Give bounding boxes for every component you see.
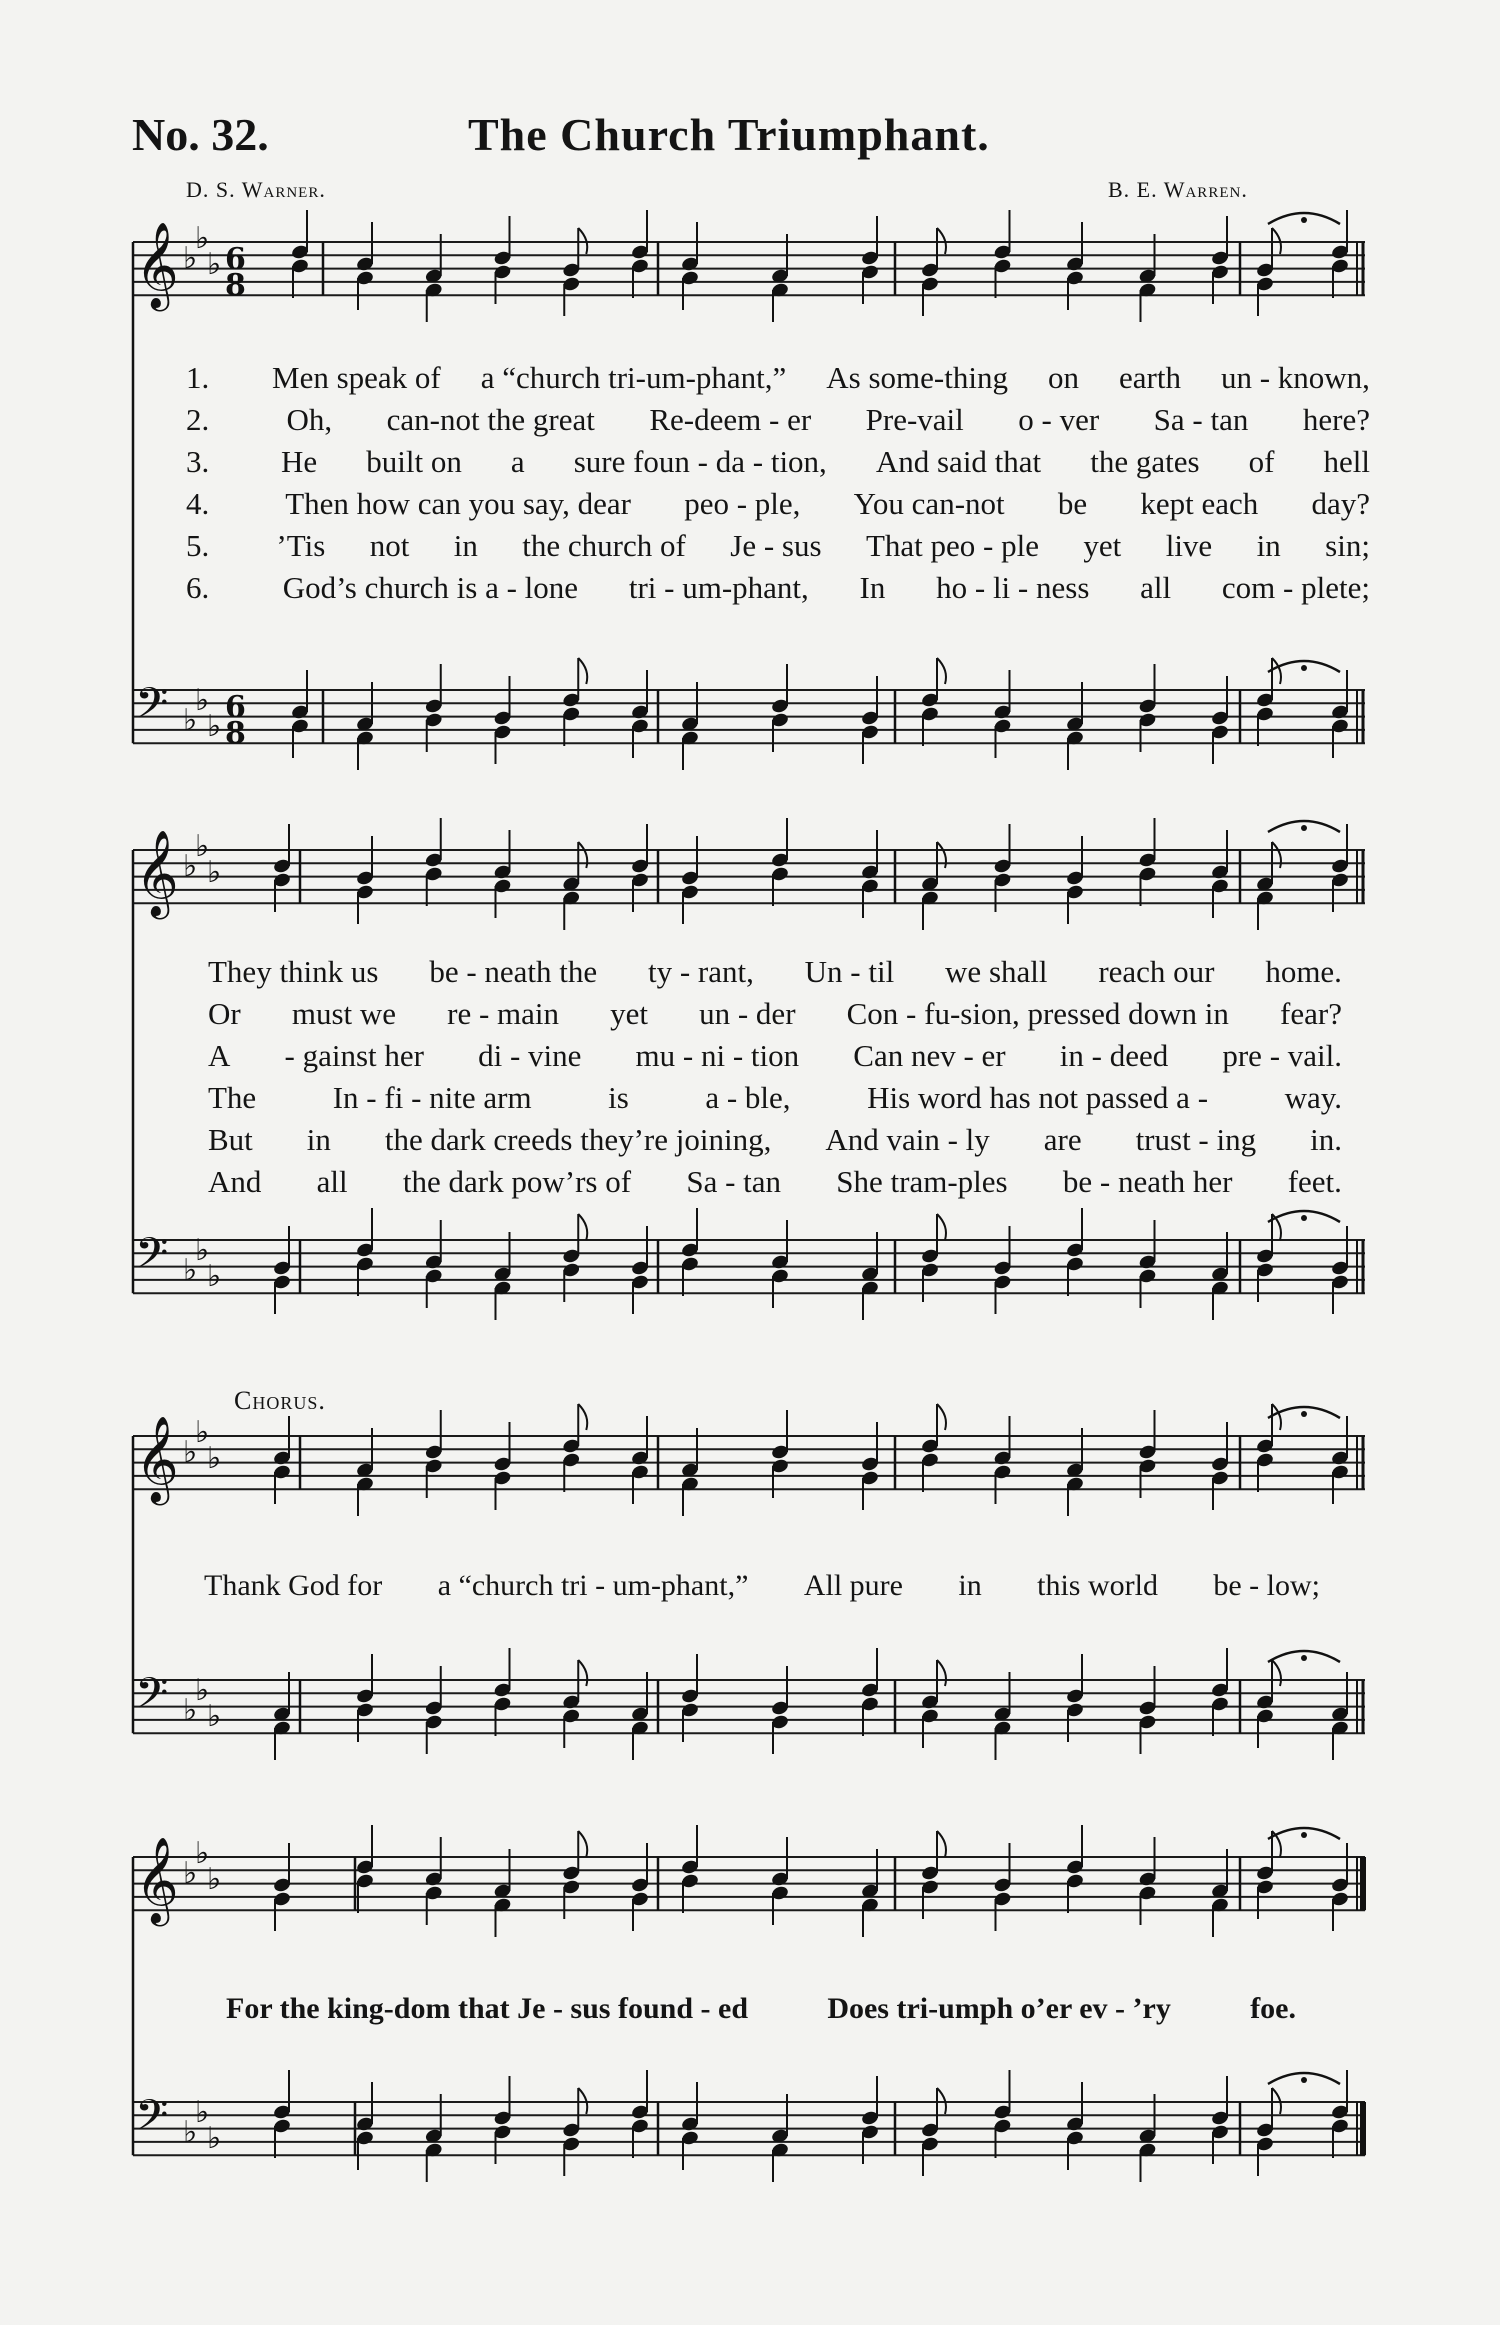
note-flag [578, 1404, 587, 1430]
flat-icon: ♭ [195, 1415, 210, 1450]
bass-clef-icon: 𝄢 [135, 1229, 169, 1289]
lyric-word: peo - ple, [684, 486, 801, 521]
fermata-dot [1301, 825, 1307, 831]
lyric-word: in [306, 1122, 331, 1157]
lyric-word: Does tri-umph o’er ev - ’ry [827, 1992, 1171, 2025]
lyric-word: 5. [186, 528, 210, 563]
treble-clef-icon: 𝄞 [135, 1837, 179, 1923]
lyric-word: be - neath her [1062, 1164, 1233, 1199]
note-flag [578, 1660, 587, 1686]
lyric-word: foe. [1250, 1992, 1296, 2025]
lyric-word: in [958, 1569, 982, 1602]
lyric-word: Then how can you say, dear [285, 486, 631, 521]
lyric-word: the gates [1090, 444, 1200, 479]
lyric-word: can-not the great [386, 402, 595, 437]
time-signature-bottom: 8 [225, 716, 246, 751]
chorus-line-2 [226, 1989, 1296, 2029]
lyric-word: God’s church is a - lone [282, 570, 579, 605]
lyric-word: we shall [945, 954, 1048, 989]
lyric-word: trust - ing [1135, 1122, 1257, 1157]
lyric-word: She tram-ples [836, 1164, 1008, 1199]
lyric-word: a [510, 444, 525, 479]
note-flag [937, 1214, 946, 1240]
flat-icon: ♭ [207, 247, 222, 282]
lyric-word: Or [208, 996, 241, 1031]
lyric-line [208, 1162, 1342, 1202]
fermata-dot [1301, 2077, 1307, 2083]
note-flag [937, 1660, 946, 1686]
lyric-word: in [453, 528, 478, 563]
lyric-word: feet. [1287, 1164, 1342, 1199]
note-flag [1272, 1404, 1281, 1430]
lyric-word: day? [1311, 486, 1370, 521]
lyric-line [208, 952, 1342, 992]
lyric-word: He [281, 444, 318, 479]
flat-icon: ♭ [207, 2121, 222, 2156]
fermata-dot [1301, 1832, 1307, 1838]
lyric-word: Pre-vail [865, 402, 964, 437]
lyric-word: And vain - ly [825, 1122, 990, 1157]
lyric-word: must we [291, 996, 397, 1031]
fermata-dot [1301, 217, 1307, 223]
note-flag [1272, 658, 1281, 684]
lyric-word: His word has not passed a - [867, 1080, 1209, 1115]
lyric-word: Men speak of [272, 360, 441, 395]
lyric-word: Je - sus [730, 528, 822, 563]
lyric-word: on [1047, 360, 1079, 395]
time-signature-bottom: 8 [225, 268, 246, 303]
lyric-word: Re-deem - er [649, 402, 812, 437]
treble-clef-icon: 𝄞 [135, 830, 179, 916]
lyric-word: un - der [699, 996, 796, 1031]
flat-icon: ♭ [183, 1693, 198, 1728]
lyric-word: A [208, 1038, 231, 1073]
flat-icon: ♭ [195, 2095, 210, 2130]
flat-icon: ♭ [207, 1259, 222, 1294]
lyric-word: Oh, [286, 402, 333, 437]
lyric-word: all [1140, 570, 1172, 605]
lyric-word: re - main [447, 996, 560, 1031]
lyric-word: yet [610, 996, 648, 1031]
lyric-word: a - ble, [705, 1080, 791, 1115]
hymn-number: No. 32. [132, 109, 269, 160]
lyric-word: And [208, 1164, 262, 1199]
lyric-word: in - deed [1059, 1038, 1169, 1073]
flat-icon: ♭ [207, 855, 222, 890]
bass-clef-icon: 𝄢 [135, 1669, 169, 1729]
lyric-word: here? [1302, 402, 1370, 437]
lyric-word: com - plete; [1221, 570, 1370, 605]
flat-icon: ♭ [183, 1253, 198, 1288]
note-flag [1272, 1660, 1281, 1686]
lyric-word: built on [366, 444, 462, 479]
lyric-word: Con - fu-sion, pressed down in [846, 996, 1229, 1031]
lyric-word: in [1256, 528, 1281, 563]
bass-clef-icon: 𝄢 [135, 2091, 169, 2151]
treble-clef-icon: 𝄞 [135, 222, 179, 308]
lyric-word: yet [1083, 528, 1122, 563]
note-flag [937, 1831, 946, 1857]
lyric-word: di - vine [478, 1038, 582, 1073]
lyric-word: not [369, 528, 410, 563]
lyric-line [208, 1036, 1342, 1076]
lyric-line [208, 1078, 1342, 1118]
lyric-word: As some-thing [826, 360, 1008, 395]
lyric-word: ’Tis [276, 528, 326, 563]
lyric-word: mu - ni - tion [635, 1038, 800, 1073]
lyric-word: 3. [186, 444, 210, 479]
lyric-line [208, 994, 1342, 1034]
lyric-word: In [859, 570, 886, 605]
lyric-word: this world [1037, 1569, 1158, 1602]
lyric-word: 1. [186, 360, 210, 395]
composer-credit: B. E. Warren. [1108, 177, 1248, 202]
lyric-word: That peo - ple [865, 528, 1039, 563]
flat-icon: ♭ [183, 849, 198, 884]
lyric-word: tri - um-phant, [628, 570, 809, 605]
lyric-word: And said that [875, 444, 1042, 479]
lyric-word: the dark creeds they’re joining, [384, 1122, 772, 1157]
flat-icon: ♭ [183, 703, 198, 738]
treble-clef-icon: 𝄞 [135, 1416, 179, 1502]
lyric-word: live [1165, 528, 1213, 563]
lyric-word: You can-not [853, 486, 1005, 521]
lyric-word: sure foun - da - tion, [573, 444, 827, 479]
author-credit: D. S. Warner. [186, 177, 326, 202]
lyric-word: all [316, 1164, 348, 1199]
lyric-word: The [208, 1080, 257, 1115]
lyric-word: un - known, [1220, 360, 1370, 395]
flat-icon: ♭ [183, 1856, 198, 1891]
lyric-word: Sa - tan [686, 1164, 782, 1199]
flat-icon: ♭ [195, 1836, 210, 1871]
flat-icon: ♭ [183, 241, 198, 276]
flat-icon: ♭ [207, 709, 222, 744]
bass-clef-icon: 𝄢 [135, 679, 169, 739]
lyric-word: - gainst her [284, 1038, 424, 1073]
chorus-label: Chorus. [234, 1386, 326, 1415]
lyric-line [186, 568, 1370, 608]
lyric-word: be - low; [1213, 1569, 1320, 1602]
flat-icon: ♭ [195, 1673, 210, 1708]
note-flag [937, 1404, 946, 1430]
note-flag [578, 1831, 587, 1857]
lyric-line [186, 442, 1370, 482]
lyric-word: in. [1310, 1122, 1342, 1157]
lyric-word: Un - til [804, 954, 895, 989]
lyric-word: way. [1284, 1080, 1342, 1115]
lyric-word: home. [1265, 954, 1342, 989]
fermata-dot [1301, 665, 1307, 671]
lyric-word: In - fi - nite arm [332, 1080, 532, 1115]
lyric-word: of [1248, 444, 1275, 479]
chorus-line-1 [204, 1566, 1320, 1606]
fermata-dot [1301, 1655, 1307, 1661]
lyric-word: ho - li - ness [936, 570, 1090, 605]
lyric-word: But [208, 1122, 253, 1157]
lyric-word: a “church tri - um-phant,” [437, 1569, 749, 1602]
time-signature-top: 6 [225, 242, 246, 277]
lyric-word: fear? [1280, 996, 1342, 1031]
lyric-line [186, 400, 1370, 440]
lyric-word: a “church tri-um-phant,” [480, 360, 787, 395]
lyric-line [186, 358, 1370, 398]
lyric-word: ty - rant, [647, 954, 754, 989]
fermata-dot [1301, 1411, 1307, 1417]
lyric-word: They think us [208, 954, 379, 989]
flat-icon: ♭ [195, 829, 210, 864]
lyric-word: 6. [186, 570, 210, 605]
flat-icon: ♭ [207, 1699, 222, 1734]
lyric-word: sin; [1325, 528, 1370, 563]
lyric-word: are [1043, 1122, 1082, 1157]
flat-icon: ♭ [195, 1233, 210, 1268]
flat-icon: ♭ [195, 683, 210, 718]
lyric-line [186, 526, 1370, 566]
lyric-word: Thank God for [204, 1569, 383, 1602]
flat-icon: ♭ [207, 1862, 222, 1897]
lyric-line [186, 484, 1370, 524]
flat-icon: ♭ [207, 1441, 222, 1476]
lyric-word: Sa - tan [1153, 402, 1249, 437]
lyric-word: kept each [1140, 486, 1259, 521]
lyric-word: pre - vail. [1222, 1038, 1342, 1073]
note-flag [578, 1214, 587, 1240]
lyric-word: reach our [1098, 954, 1215, 989]
lyric-word: the dark pow’rs of [402, 1164, 632, 1199]
flat-icon: ♭ [195, 221, 210, 256]
note-flag [937, 658, 946, 684]
note-flag [578, 658, 587, 684]
lyric-word: hell [1323, 444, 1370, 479]
fermata-dot [1301, 1215, 1307, 1221]
lyric-line [208, 1120, 1342, 1160]
lyric-word: be - neath the [429, 954, 598, 989]
lyric-word: For the king-dom that Je - sus found - ed [226, 1992, 748, 2025]
lyric-word: be [1057, 486, 1088, 521]
lyric-word: 4. [186, 486, 210, 521]
lyric-word: earth [1118, 360, 1181, 395]
lyric-word: All pure [803, 1569, 903, 1602]
lyric-word: o - ver [1018, 402, 1100, 437]
lyric-word: the church of [522, 528, 686, 563]
lyric-word: 2. [186, 402, 210, 437]
lyric-word: is [608, 1080, 629, 1115]
lyric-word: Can nev - er [853, 1038, 1006, 1073]
time-signature-top: 6 [225, 690, 246, 725]
flat-icon: ♭ [183, 2115, 198, 2150]
flat-icon: ♭ [183, 1435, 198, 1470]
hymn-title: The Church Triumphant. [468, 109, 990, 160]
